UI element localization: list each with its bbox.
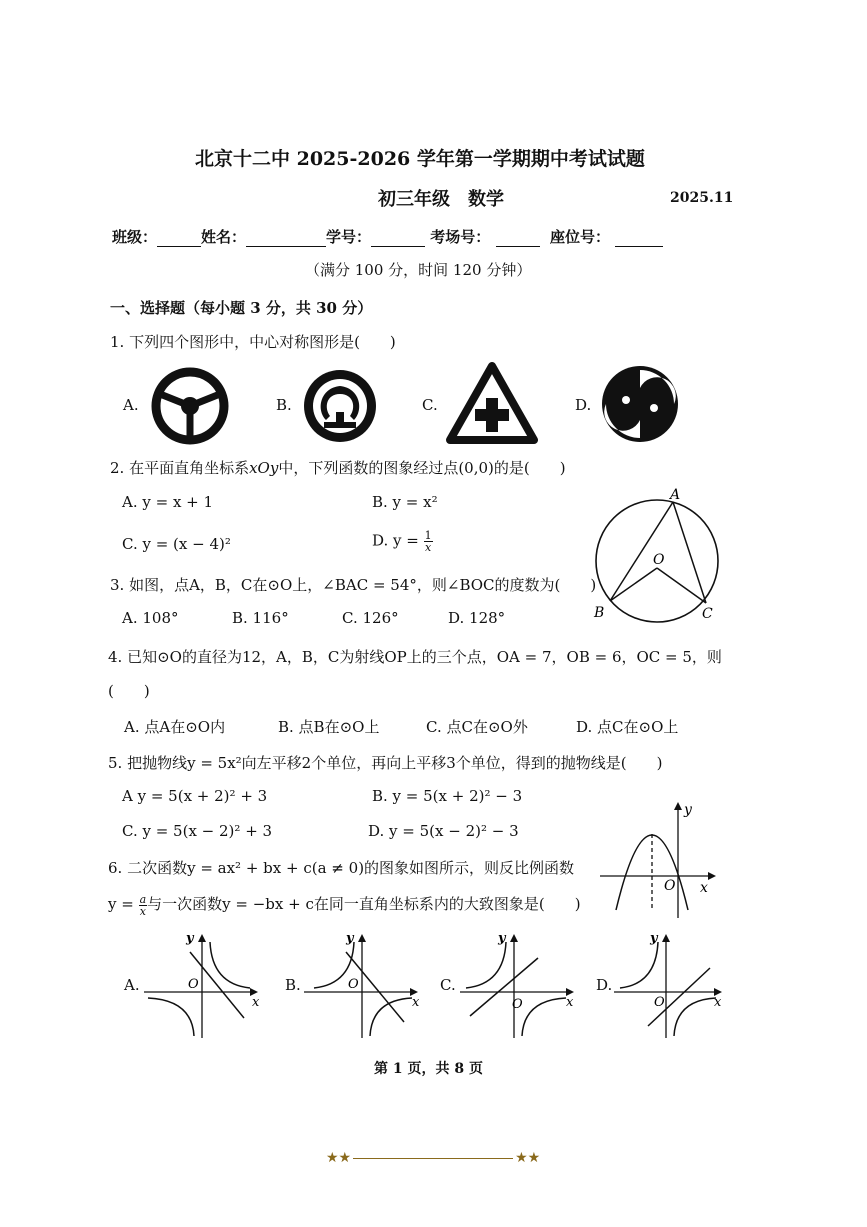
footer-stars-left: ★★	[326, 1150, 352, 1166]
footer-stars-right: ★★	[515, 1150, 541, 1166]
q6c-y-label: y	[498, 931, 506, 946]
q4-option-a[interactable]: A. 点A在⊙O内	[124, 718, 226, 736]
question-6-stem: 6. 二次函数y = ax² + bx + c(a ≠ 0)的图象如图所示，则反比例函数	[108, 859, 575, 877]
q6b-o-label: O	[348, 977, 359, 992]
q6d-x-label: x	[714, 995, 722, 1010]
q4-option-d[interactable]: D. 点C在⊙O上	[576, 718, 679, 736]
question-5-stem: 5. 把抛物线y = 5x²向左平移2个单位，再向上平移3个单位，得到的抛物线是( )	[108, 754, 663, 772]
q6-option-d-graph[interactable]	[610, 930, 736, 1040]
swirl-circle-icon	[598, 362, 682, 446]
q3-option-d[interactable]: D. 128°	[448, 609, 506, 627]
student-info-row	[112, 226, 663, 247]
q6-parabola-figure	[600, 800, 722, 920]
q6c-o-label: O	[512, 997, 523, 1012]
q3-label-a: A	[670, 487, 681, 503]
question-1-stem: 1. 下列四个图形中，中心对称图形是( )	[110, 333, 396, 351]
q6a-x-label: x	[252, 995, 260, 1010]
q6-fig-x-label: x	[700, 880, 708, 896]
q2-stem-part-1: 2. 在平面直角坐标系	[110, 459, 250, 477]
q2-option-c[interactable]: C. y = (x − 4)²	[122, 535, 231, 553]
q6-option-c-graph[interactable]	[456, 930, 582, 1040]
q2-option-d[interactable]	[372, 530, 433, 553]
exam-date: 2025.11	[670, 190, 734, 206]
q4-option-b[interactable]: B. 点B在⊙O上	[278, 718, 380, 736]
q6-stem2-fraction: $\frac{a}{x}$	[139, 892, 147, 918]
q2-stem-part-2: 中，下列函数的图象经过点(0,0)的是( )	[278, 459, 566, 477]
q5-option-a[interactable]: A y = 5(x + 2)² + 3	[122, 787, 268, 805]
q6b-x-label: x	[412, 995, 420, 1010]
seat-field[interactable]	[615, 230, 663, 247]
q6-fig-o-label: O	[664, 878, 676, 894]
plus-triangle-icon	[446, 362, 538, 444]
q6c-x-label: x	[566, 995, 574, 1010]
class-field[interactable]	[157, 230, 201, 247]
q3-label-c: C	[702, 606, 713, 622]
question-6-stem-2	[108, 893, 581, 917]
q1-option-c-label: C.	[422, 396, 438, 414]
q3-label-o: O	[653, 552, 665, 568]
q5-option-d[interactable]: D. y = 5(x − 2)² − 3	[368, 822, 519, 840]
q6d-y-label: y	[650, 931, 658, 946]
q6-stem2-rest: 与一次函数y = −bx + c在同一直角坐标系内的大致图象是( )	[147, 895, 581, 913]
q6-option-b-graph[interactable]	[300, 930, 426, 1040]
page-number: 第 1 页，共 8 页	[374, 1061, 483, 1077]
q6-fig-y-label: y	[684, 802, 692, 818]
q5-option-c[interactable]: C. y = 5(x − 2)² + 3	[122, 822, 273, 840]
q2-option-d-prefix: D. y =	[372, 531, 424, 550]
exam-room-field[interactable]	[496, 230, 540, 247]
q4-option-c[interactable]: C. 点C在⊙O外	[426, 718, 528, 736]
q6a-y-label: y	[186, 931, 194, 946]
q3-label-b: B	[594, 605, 605, 621]
q6d-o-label: O	[654, 995, 665, 1010]
q3-option-b[interactable]: B. 116°	[232, 609, 289, 627]
q6-stem2-prefix: y =	[108, 895, 139, 913]
question-3-stem: 3. 如图，点A，B，C在⊙O上，∠BAC = 54°，则∠BOC的度数为( )	[110, 576, 597, 594]
footer-divider	[353, 1158, 513, 1159]
q1-option-b-label: B.	[276, 396, 292, 414]
q6a-o-label: O	[188, 977, 199, 992]
name-field[interactable]	[246, 230, 326, 247]
q3-circle-figure	[590, 486, 730, 626]
name-label: 姓名：	[201, 228, 247, 246]
q2-option-a[interactable]: A. y = x + 1	[122, 493, 214, 511]
q2-stem-var: xOy	[249, 459, 279, 477]
q3-option-a[interactable]: A. 108°	[122, 609, 179, 627]
q1-option-d-label: D.	[575, 396, 592, 414]
q5-option-b[interactable]: B. y = 5(x + 2)² − 3	[372, 787, 523, 805]
q2-option-d-fraction: $\frac{1}{x}$	[424, 529, 432, 554]
railway-logo-icon	[298, 364, 382, 448]
student-no-label: 学号：	[326, 228, 372, 246]
seat-label: 座位号：	[549, 228, 610, 246]
class-label: 班级：	[112, 228, 158, 246]
q6-option-d-label[interactable]: D.	[596, 976, 613, 994]
exam-note: （满分 100 分，时间 120 分钟）	[305, 261, 532, 279]
footer-decoration	[326, 1150, 540, 1166]
question-4-stem-2: ( )	[108, 682, 150, 700]
q2-option-b[interactable]: B. y = x²	[372, 493, 438, 511]
q6-option-a-graph[interactable]	[140, 930, 266, 1040]
question-4-stem: 4. 已知⊙O的直径为12，A，B，C为射线OP上的三个点，OA = 7，OB = 6，OC = 5，则	[108, 648, 722, 666]
exam-title: 北京十二中 2025-2026 学年第一学期期中考试试题	[195, 148, 645, 170]
q6b-y-label: y	[346, 931, 354, 946]
steering-wheel-icon	[148, 364, 232, 448]
q6-option-c-label[interactable]: C.	[440, 976, 456, 994]
exam-room-label: 考场号：	[430, 228, 491, 246]
question-2-stem	[110, 457, 566, 478]
student-no-field[interactable]	[371, 230, 425, 247]
q3-option-c[interactable]: C. 126°	[342, 609, 399, 627]
section-title: 一、选择题（每小题 3 分，共 30 分）	[110, 299, 373, 317]
exam-subtitle: 初三年级 数学	[378, 189, 504, 210]
q6-option-b-label[interactable]: B.	[285, 976, 301, 994]
q1-option-a-label: A.	[123, 396, 139, 414]
q6-option-a-label[interactable]: A.	[124, 976, 140, 994]
